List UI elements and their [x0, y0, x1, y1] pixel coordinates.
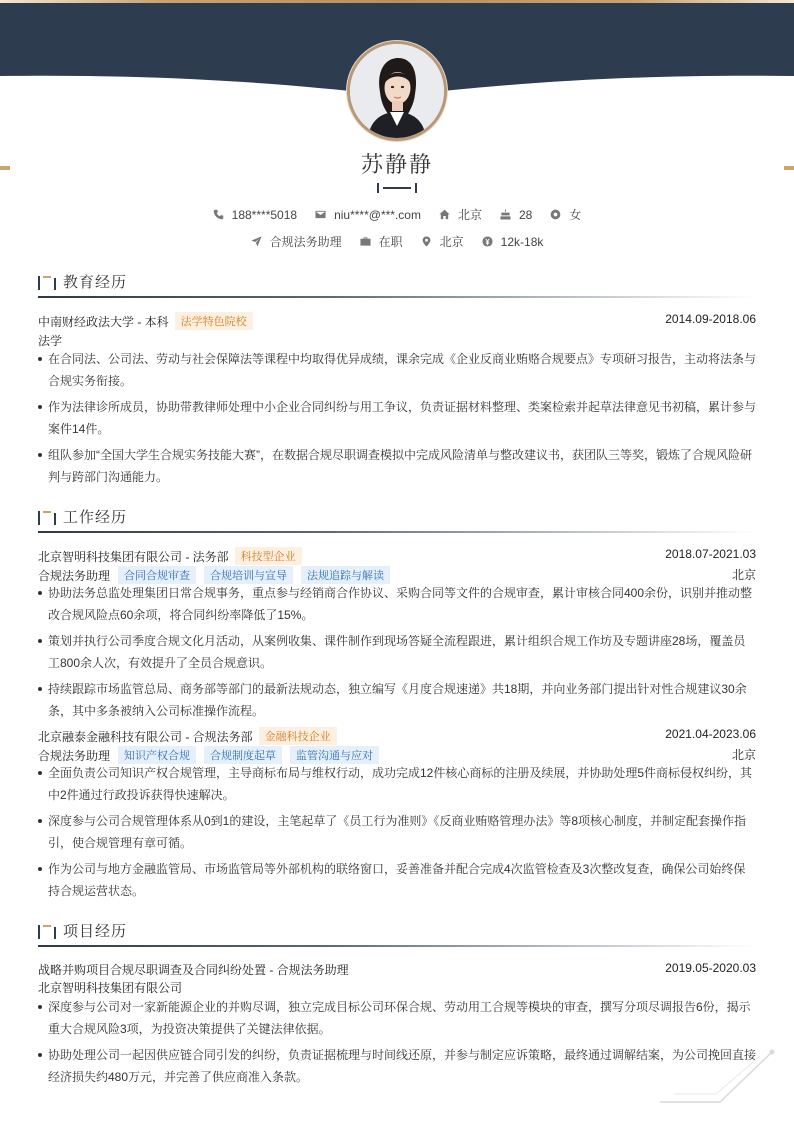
company-name: 北京融泰金融科技有限公司 - 合规法务部 [38, 729, 253, 744]
job-bullet: 深度参与公司合规管理体系从0到1的建设，主笔起草了《员工行为准则》《反商业贿赂管理办法》等8项核心制度，并制定配套操作指引，使合规管理有章可循。 [38, 810, 756, 854]
job-entry-header [38, 547, 756, 565]
gender-icon [550, 209, 561, 220]
company-tag: 科技型企业 [235, 547, 302, 565]
skill-tag: 法规追踪与解读 [301, 566, 390, 584]
intent-city: 北京 [421, 233, 464, 250]
project-bullet: 协助处理公司一起因供应链合同引发的纠纷，负责证据梳理与时间线还原，并参与制定应诉策略，最终通过调解结案，为公司挽回直接经济损失约480万元，并完善了供应商准入条款。 [38, 1044, 756, 1088]
education-bullet: 组队参加“全国大学生合规实务技能大赛”，在数据合规尽职调查模拟中完成风险清单与整改建议书，获团队三等奖，锻炼了合规风险研判与跨部门沟通能力。 [38, 444, 756, 488]
company-name: 北京智明科技集团有限公司 - 法务部 [38, 549, 229, 564]
company-tag: 金融科技企业 [259, 727, 337, 745]
job-role: 合规法务助理 [38, 568, 111, 583]
intent-position: 合规法务助理 [251, 233, 342, 250]
skill-tag: 合同合规审查 [118, 566, 196, 584]
skill-tag: 知识产权合规 [118, 746, 196, 764]
location-pin-icon [421, 236, 432, 247]
job-city: 北京 [731, 568, 756, 582]
home-icon [439, 209, 450, 220]
project-bullet: 深度参与公司对一家新能源企业的并购尽调，独立完成目标公司环保合规、劳动用工合规等模块的审查，撰写分项尽调报告6份，揭示重大合规风险3项，为投资决策提供了关键法律依据。 [38, 996, 756, 1040]
education-bullet: 作为法律诊所成员，协助带教律师处理中小企业合同纠纷与用工争议，负责证据材料整理、类案检索并起草法律意见书初稿，累计参与案件14件。 [38, 396, 756, 440]
section-title: 项目经历 [63, 922, 128, 940]
cake-icon [500, 209, 511, 220]
education-entry-header [38, 312, 756, 330]
section-bracket-icon [38, 276, 56, 290]
education-date: 2014.09-2018.06 [665, 312, 756, 326]
contact-home: 北京 [439, 206, 482, 223]
job-bullet: 持续跟踪市场监管总局、商务部等部门的最新法规动态，独立编写《月度合规速递》共18期，并向业务部门提出针对性合规建议30余条，其中多条被纳入公司标准操作流程。 [38, 678, 756, 722]
project-name: 战略并购项目合规尽职调查及合同纠纷处置 - 合规法务助理 [38, 963, 349, 977]
section-title: 工作经历 [63, 508, 128, 526]
salary-icon [482, 236, 493, 247]
skill-tag: 监管沟通与应对 [290, 746, 379, 764]
school-tag: 法学特色院校 [175, 312, 253, 330]
skill-tag: 合规培训与宣导 [204, 566, 293, 584]
avatar [347, 41, 447, 141]
job-city: 北京 [731, 748, 756, 762]
section-title: 教育经历 [63, 273, 128, 291]
send-icon [251, 236, 262, 247]
job-bullet: 策划并执行公司季度合规文化月活动，从案例收集、课件制作到现场答疑全流程跟进，累计组织合规工作坊及专题讲座28场，覆盖员工800余人次，有效提升了全员合规意识。 [38, 630, 756, 674]
job-bullet: 协助法务总监处理集团日常合规事务，重点参与经销商合作协议、采购合同等文件的合规审查，累计审核合同400余份，识别并推动整改合规风险点60余项，将合同纠纷率降低了15%。 [38, 582, 756, 626]
school-name: 中南财经政法大学 - 本科 [38, 314, 169, 329]
candidate-name: 苏静静 [360, 153, 433, 178]
job-date: 2018.07-2021.03 [665, 547, 756, 561]
mail-icon [315, 209, 326, 220]
project-entry-header [38, 961, 756, 979]
section-divider [38, 531, 756, 533]
job-bullet: 全面负责公司知识产权合规管理，主导商标布局与维权行动，成功完成12件核心商标的注册及续展，并协助处理5件商标侵权纠纷，其中2件通过行政投诉获得快速解决。 [38, 762, 756, 806]
section-project-header [38, 919, 756, 945]
phone-icon [213, 209, 224, 220]
contact-phone: 188****5018 [213, 208, 297, 222]
section-divider [38, 945, 756, 947]
project-company: 北京智明科技集团有限公司 [38, 981, 183, 995]
intent-status: 在职 [360, 233, 403, 250]
job-intent-row [0, 233, 794, 250]
job-role: 合规法务助理 [38, 748, 111, 763]
contact-age: 28 [500, 208, 532, 222]
project-date: 2019.05-2020.03 [665, 961, 756, 975]
section-divider [38, 296, 756, 298]
corner-line-ornament [660, 1048, 780, 1108]
briefcase-icon [360, 236, 371, 247]
section-bracket-icon [38, 511, 56, 525]
top-accent-line [0, 0, 794, 3]
job-entry-header [38, 727, 756, 745]
job-bullet: 作为公司与地方金融监管局、市场监管局等外部机构的联络窗口，妥善准备并配合完成4次监管检查及3次整改复查，确保公司始终保持合规运营状态。 [38, 858, 756, 902]
name-divider-ornament [377, 183, 417, 193]
contact-gender: 女 [550, 206, 581, 223]
section-work-header [38, 505, 756, 531]
education-bullet: 在合同法、公司法、劳动与社会保障法等课程中均取得优异成绩，课余完成《企业反商业贿赂合规要点》专项研习报告，主动将法条与合规实务衔接。 [38, 348, 756, 392]
skill-tag: 合规制度起草 [204, 746, 282, 764]
job-date: 2021.04-2023.06 [665, 727, 756, 741]
intent-salary: 12k-18k [482, 235, 544, 249]
contact-email: niu****@***.com [315, 208, 421, 222]
portrait-photo [350, 44, 444, 138]
section-education-header [38, 270, 756, 296]
section-bracket-icon [38, 925, 56, 939]
contact-row [0, 206, 794, 223]
major: 法学 [38, 334, 63, 348]
